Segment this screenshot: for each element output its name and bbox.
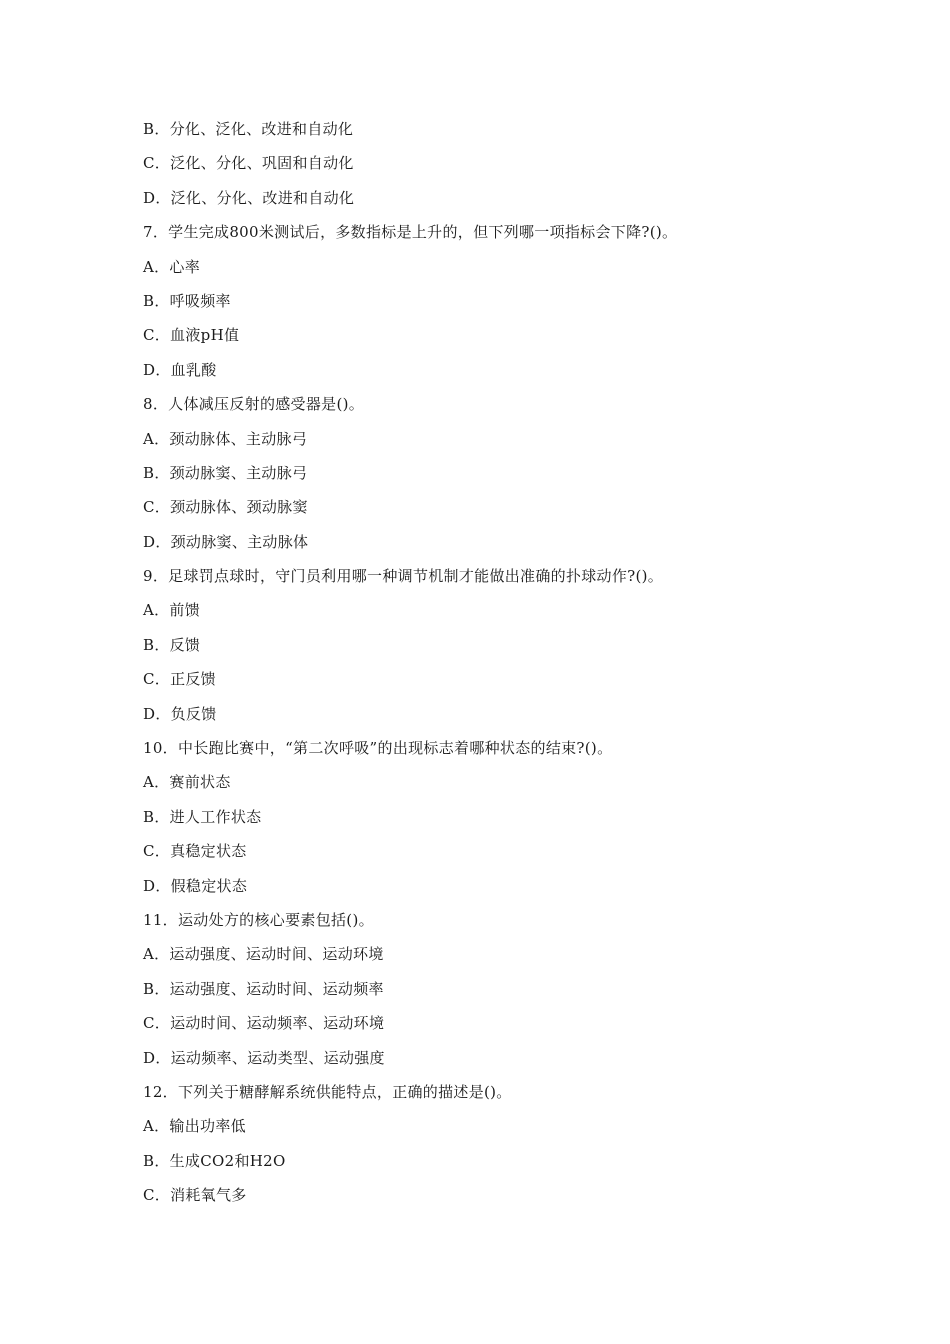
question-line: 10．中长跑比赛中，“第二次呼吸”的出现标志着哪种状态的结束?()。 (143, 739, 613, 758)
option-line: B．生成CO2和H2O (143, 1151, 286, 1170)
option-line: C．消耗氧气多 (143, 1186, 247, 1205)
question-list (143, 116, 843, 1217)
option-line: B．呼吸频率 (143, 291, 231, 310)
option-line: A．心率 (143, 257, 201, 276)
option-line: A．输出功率低 (143, 1117, 246, 1136)
question-line: 9．足球罚点球时，守门员利用哪一种调节机制才能做出准确的扑球动作?()。 (143, 567, 664, 586)
option-line: B．运动强度、运动时间、运动频率 (143, 979, 384, 998)
option-line: B．反馈 (143, 635, 201, 654)
option-line: B．进人工作状态 (143, 807, 262, 826)
option-line: A．运动强度、运动时间、运动环境 (143, 945, 384, 964)
question-line: 12．下列关于糖酵解系统供能特点，正确的描述是()。 (143, 1082, 512, 1101)
option-line: A．颈动脉体、主动脉弓 (143, 429, 308, 448)
option-line: C．正反馈 (143, 670, 216, 689)
option-line: D．血乳酸 (143, 360, 217, 379)
option-line: C．真稳定状态 (143, 842, 247, 861)
option-line: C．泛化、分化、巩固和自动化 (143, 154, 354, 173)
option-line: C．颈动脉体、颈动脉窦 (143, 498, 308, 517)
option-line: C．运动时间、运动频率、运动环境 (143, 1014, 385, 1033)
option-line: B．分化、泛化、改进和自动化 (143, 120, 354, 138)
question-line: 11．运动处方的核心要素包括()。 (143, 910, 374, 929)
option-line: C．血液pH值 (143, 326, 240, 345)
option-line: D．运动频率、运动类型、运动强度 (143, 1048, 385, 1067)
option-line: A．赛前状态 (143, 773, 231, 792)
option-line: D．假稳定状态 (143, 876, 248, 895)
option-line: D．负反馈 (143, 704, 217, 723)
option-line: D．颈动脉窦、主动脉体 (143, 532, 309, 551)
question-line: 7．学生完成800米测试后，多数指标是上升的，但下列哪一项指标会下降?()。 (143, 223, 678, 242)
question-line: 8．人体减压反射的感受器是()。 (143, 395, 365, 414)
option-line: A．前馈 (143, 601, 201, 620)
option-line: B．颈动脉窦、主动脉弓 (143, 463, 308, 482)
option-line: D．泛化、分化、改进和自动化 (143, 188, 355, 207)
